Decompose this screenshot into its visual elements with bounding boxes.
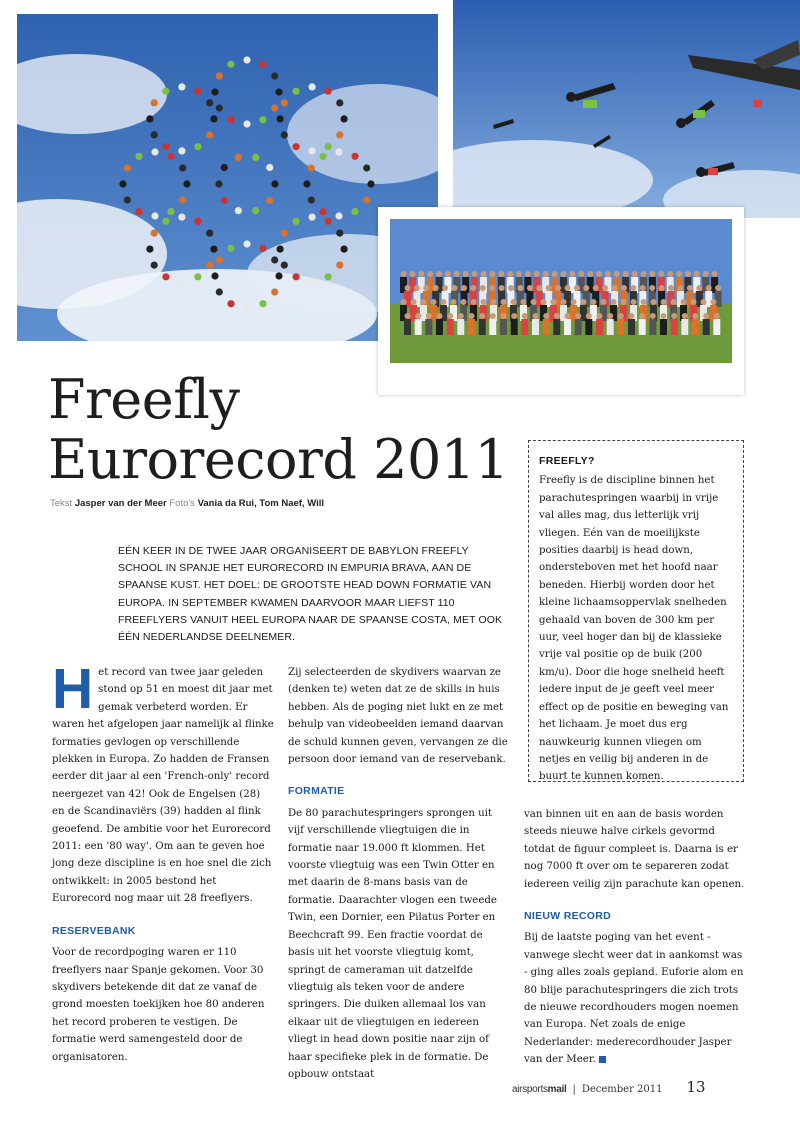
author: Jasper van der Meer bbox=[74, 498, 167, 509]
col1-paragraph-2: Voor de recordpoging waren er 110 freeflyers naar Spanje gekomen. Voor 30 skydivers betekende dit dat ze vanaf de grond moesten toekijken hoe 80 anderen het record proberen te vestigen. De formatie werd samengesteld door de organisatoren. bbox=[52, 947, 265, 1063]
page-number: 13 bbox=[686, 1078, 706, 1096]
article-title bbox=[48, 370, 509, 490]
title-line-1: Freefly bbox=[48, 368, 240, 431]
brand-suffix: mail bbox=[547, 1084, 567, 1095]
col2-paragraph-2: De 80 parachutespringers sprongen uit vijf verschillende vliegtuigen die in formatie naar 19.000 ft klommen. Het voorste vliegtuig was een Twin Otter en met daarin de 8-mans basis van de formatie. Daarachter vlogen een tweede Twin, een Dornier, een Pilatus Porter en Beechcraft 99. Een fractie voordat de basis uit het voorste vliegtuig komt, springt de cameraman uit datzelfde vliegtuig als teken voor de andere springers. Die duiken allemaal los van elkaar uit de vliegtuigen en iedereen vliegt in head down positie naar zijn of haar specifieke plek in de formatie. De opbouw ontstaat bbox=[288, 807, 497, 1080]
column-1 bbox=[52, 657, 274, 1066]
footer-separator: | bbox=[572, 1084, 576, 1095]
sidebar-title: FREEFLY? bbox=[539, 455, 595, 467]
group-photo bbox=[390, 219, 732, 363]
freefly-sidebar bbox=[528, 440, 744, 782]
sidebar-body: Freefly is de discipline binnen het parachutespringen waarbij in vrije val alles mag, dus letterlijk vrij vliegen. Eén van de moeilijkste posities daarbij is head down, ondersteboven met het hoofd naar beneden. Hierbij worden door het kleine lichaamsoppervlak snelheden gehaald van boven de 300 km per uur, veel hoger dan bij de klassieke vrije val positie op de buik (200 km/u). Door die hoge snelheid heeft iedere input de je geeft veel meer effect op de positie en beweging van het lichaam. Je moet dus erg nauwkeurig kunnen vliegen om netjes en veilig bij anderen in de buurt te kunnen komen. bbox=[539, 475, 729, 783]
brand-prefix: airsports bbox=[512, 1084, 548, 1095]
col1-paragraph-1: et record van twee jaar geleden stond op 51 en moest dit jaar met gemak verbeterd worden. Er waren het afgelopen jaar namelijk al flinke formaties gevlogen op verschillende plekken in Europa. Zo hadden de Fransen eerder dit jaar al een 'French-only' record neergezet van 42! Ook de Engelsen (28) en de Scandinaviërs (39) hadden al flink geoefend. De ambitie voor het Eurorecord 2011: een '80 way'. Om aan te geven hoe jong deze discipline is en hoe snel die zich ontwikkelt: in 2005 bestond het Eurorecord nog maar uit 28 freeflyers. bbox=[52, 667, 274, 905]
photographers: Vania da Rui, Tom Naef, Will bbox=[197, 498, 325, 509]
col3-paragraph-2: Bij de laatste poging van het event - vanwege slecht weer dat in aankomst was - ging alles zoals gepland. Euforie alom en 80 blije parachutespringers die zich trots de nieuwe recordhouders mogen noemen van Europa. Net zoals de enige Nederlander: mederecordhouder Jasper van der Meer. bbox=[524, 932, 744, 1066]
column-2 bbox=[288, 664, 510, 1083]
photo-label: Foto's bbox=[169, 498, 195, 509]
issue-date: December 2011 bbox=[581, 1084, 663, 1095]
credits bbox=[50, 498, 324, 509]
title-line-2: Eurorecord 2011 bbox=[48, 428, 509, 491]
end-mark-icon bbox=[599, 1056, 606, 1063]
magazine-brand bbox=[512, 1084, 566, 1095]
column-3 bbox=[524, 806, 746, 1069]
subhead-reservebank: RESERVEBANK bbox=[52, 924, 136, 937]
subhead-nieuw-record: NIEUW RECORD bbox=[524, 910, 612, 923]
intro-paragraph: EÉN KEER IN DE TWEE JAAR ORGANISEERT DE BABYLON FREEFLY SCHOOL IN SPANJE HET EURORECORD IN EMPURIA BRAVA, AAN DE SPAANSE KUST. HET DOEL: DE GROOTSTE HEAD DOWN FORMATIE VAN EUROPA. IN SEPTEMBER KWAMEN DAARVOOR MAAR LIEFST 110 FREEFLYERS VANUIT HEEL EUROPA NAAR DE SPAANSE COSTA, MET OOK ÉÉN NEDERLANDSE DEELNEMER. bbox=[118, 545, 503, 644]
formation-photo bbox=[17, 14, 438, 341]
col2-paragraph-1: Zij selecteerden de skydivers waarvan ze (denken te) weten dat ze de skills in huis hebben. Als de poging niet lukt en ze met behulp van videobeelden iemand daarvan de schuld kunnen geven, vervangen ze die persoon door iemand van de reservebank. bbox=[288, 667, 508, 766]
page-footer bbox=[512, 1078, 706, 1096]
subhead-formatie: FORMATIE bbox=[288, 785, 345, 798]
col3-paragraph-1: van binnen uit en aan de basis worden steeds nieuwe halve cirkels gevormd totdat de figuur compleet is. Daarna is er nog 7000 ft over om te separeren zodat iedereen veilig zijn parachute kan openen. bbox=[524, 809, 745, 890]
drop-cap: H bbox=[52, 657, 94, 721]
group-photo-frame bbox=[378, 207, 744, 395]
text-label: Tekst bbox=[50, 498, 73, 509]
freeflyers-photo bbox=[453, 0, 800, 218]
